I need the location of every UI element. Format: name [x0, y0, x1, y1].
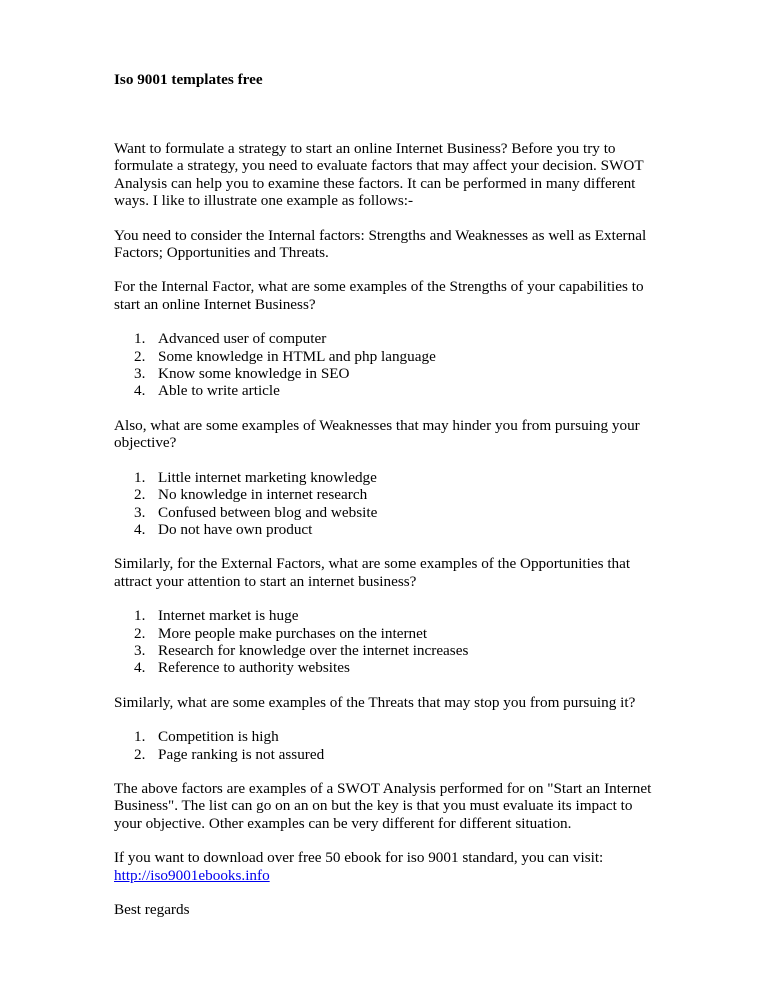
strengths-list [114, 330, 654, 400]
threats-question: Similarly, what are some examples of the Threats that may stop you from pursuing it? [114, 693, 636, 711]
list-number: 1. [134, 607, 146, 625]
document-title: Iso 9001 templates free [114, 71, 263, 88]
list-item-text: Some knowledge in HTML and php language [158, 347, 436, 365]
list-item [114, 365, 654, 382]
list-number: 2. [134, 486, 146, 504]
list-item [114, 469, 654, 486]
list-item [114, 659, 654, 676]
list-item-text: Competition is high [158, 728, 279, 746]
list-number: 1. [134, 330, 146, 348]
list-item [114, 625, 654, 642]
download-text: If you want to download over free 50 ebook for iso 9001 standard, you can visit: [114, 849, 604, 867]
list-number: 3. [134, 503, 146, 521]
list-item-text: Do not have own product [158, 520, 313, 538]
closing-text: Best regards [114, 901, 190, 918]
list-item-text: Little internet marketing knowledge [158, 468, 377, 486]
list-item-text: Advanced user of computer [158, 330, 327, 348]
list-item-text: Know some knowledge in SEO [158, 365, 350, 383]
opportunities-question: Similarly, for the External Factors, what are some examples of the Opportunities that attract your attention to start an internet business? [114, 555, 631, 590]
weaknesses-list [114, 469, 654, 539]
list-number: 1. [134, 468, 146, 486]
list-item-text: Confused between blog and website [158, 503, 378, 521]
list-item [114, 382, 654, 399]
list-number: 2. [134, 624, 146, 642]
list-item [114, 486, 654, 503]
download-link[interactable]: http://iso9001ebooks.info [114, 866, 270, 884]
list-item [114, 746, 654, 763]
list-item [114, 728, 654, 745]
list-item-text: Internet market is huge [158, 607, 299, 625]
list-item-text: Able to write article [158, 382, 280, 400]
list-number: 1. [134, 728, 146, 746]
list-item-text: No knowledge in internet research [158, 486, 368, 504]
list-item-text: Reference to authority websites [158, 659, 350, 677]
list-item [114, 504, 654, 521]
list-number: 3. [134, 641, 146, 659]
summary-paragraph: The above factors are examples of a SWOT Analysis performed for on "Start an Internet Business". The list can go on an on but the key is that you must evaluate its impact to your objective. Other examples can be very different for different situation. [114, 779, 652, 832]
list-item [114, 607, 654, 624]
factors-paragraph: You need to consider the Internal factors: Strengths and Weaknesses as well as External Factors; Opportunities and Threats. [114, 226, 647, 262]
list-number: 2. [134, 347, 146, 365]
intro-paragraph: Want to formulate a strategy to start an online Internet Business? Before you try to formulate a strategy, you need to evaluate factors that may affect your decision. SWOT Analysis can help you to examine these factors. It can be performed in many different ways. I like to illustrate one example as follows:- [114, 140, 644, 210]
list-item [114, 330, 654, 347]
strengths-question: For the Internal Factor, what are some examples of the Strengths of your capabilities to start an online Internet Business? [114, 278, 644, 313]
document-page [114, 71, 654, 918]
download-paragraph [114, 849, 654, 884]
list-number: 4. [134, 659, 146, 677]
list-number: 4. [134, 382, 146, 400]
weaknesses-question: Also, what are some examples of Weaknesses that may hinder you from pursuing your objective? [114, 416, 640, 452]
list-item [114, 642, 654, 659]
list-item-text: Page ranking is not assured [158, 745, 325, 763]
list-item [114, 521, 654, 538]
list-number: 2. [134, 745, 146, 763]
list-item-text: More people make purchases on the internet [158, 624, 428, 642]
threats-list [114, 728, 654, 763]
list-number: 4. [134, 520, 146, 538]
opportunities-list [114, 607, 654, 677]
list-number: 3. [134, 365, 146, 383]
list-item [114, 348, 654, 365]
list-item-text: Research for knowledge over the internet increases [158, 641, 469, 659]
